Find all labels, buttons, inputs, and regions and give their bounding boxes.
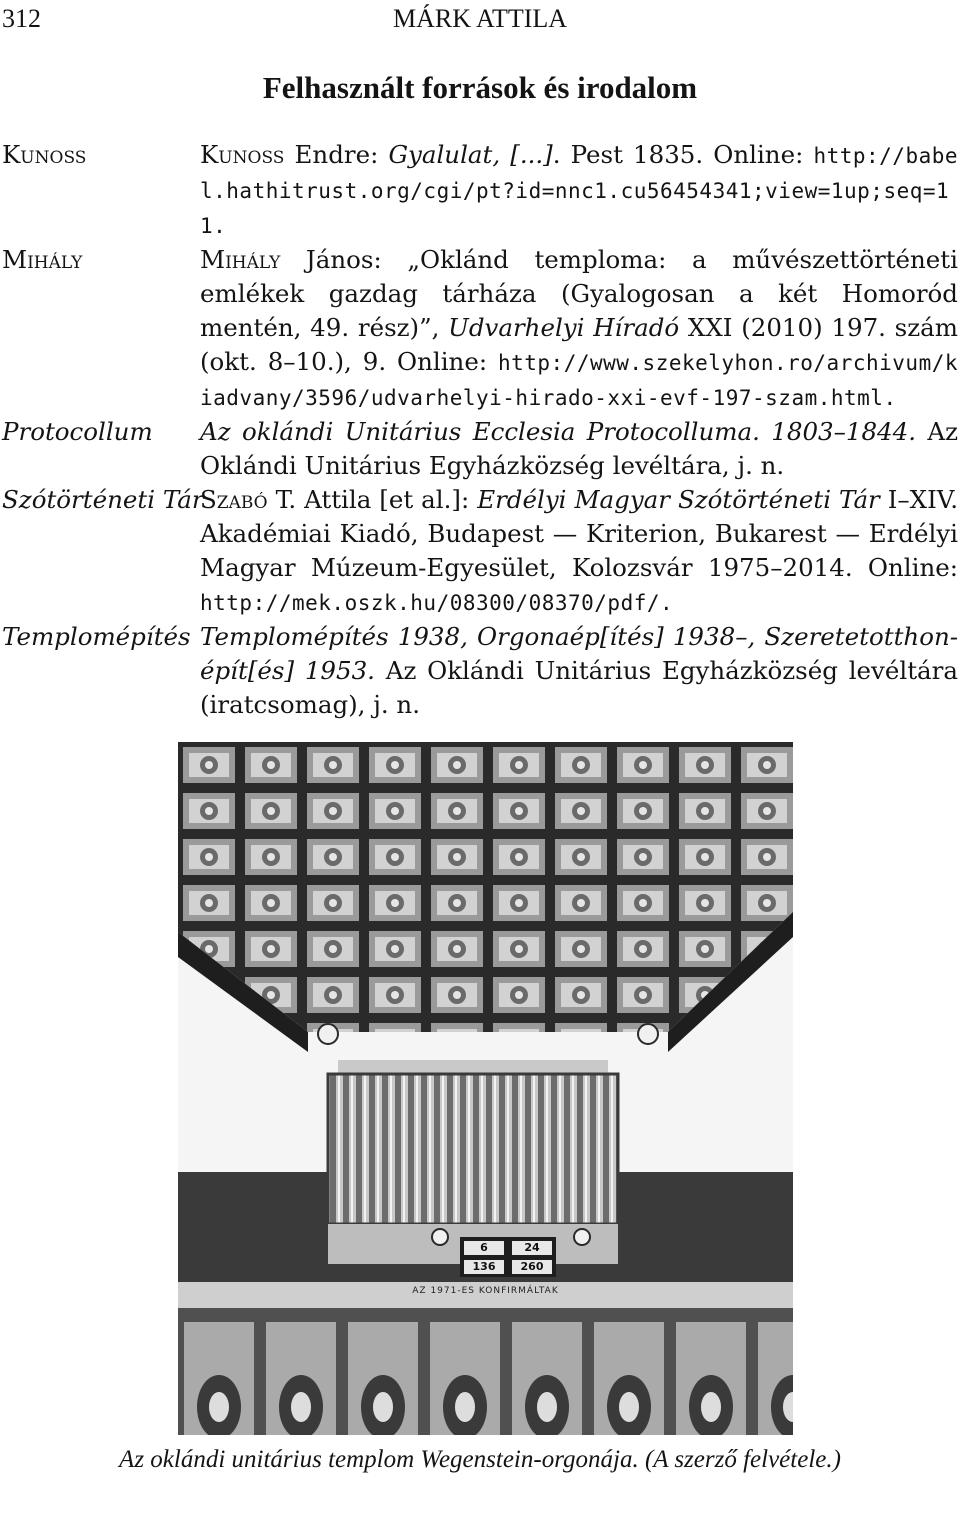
author-name: Kunoss: [200, 140, 285, 169]
reference-body: [200, 483, 958, 620]
author-name: Mihály: [200, 245, 281, 274]
reference-key: Templomépítés: [2, 622, 191, 651]
reference-text: Az Oklándi Unitárius Egyházközség levéltára, j. n.: [200, 417, 959, 480]
reference-key: Kunoss: [2, 140, 87, 169]
reference-text: Az Oklándi Unitárius Egyházközség levéltára (iratcsomag), j. n.: [200, 656, 958, 719]
running-head: MÁRK ATTILA: [392, 4, 568, 33]
author-name: Szabó: [200, 485, 268, 514]
reference-key: Szótörténeti Tár: [2, 485, 204, 514]
work-title: Az oklándi Unitárius Ecclesia Protocolluma. 1803–1844.: [200, 417, 917, 446]
organ-number-label: 260: [520, 1260, 544, 1273]
page-number: 312: [2, 4, 41, 33]
reference-mihaly: [0, 243, 960, 415]
reference-kunoss: [0, 138, 960, 243]
reference-body: [200, 620, 958, 722]
reference-url[interactable]: http://babel.hathitrust.org/cgi/pt?id=nnc1.cu56454341;view=1up;seq=11.: [200, 144, 959, 238]
reference-list: [0, 138, 960, 722]
organ-number-label: 136: [472, 1260, 496, 1273]
organ-photograph: [178, 742, 793, 1435]
reference-text: Endre:: [284, 140, 389, 169]
reference-protocollum: [0, 415, 960, 483]
reference-url[interactable]: http://mek.oszk.hu/08300/08370/pdf/.: [200, 591, 674, 615]
reference-body: [200, 138, 958, 243]
reference-body: [200, 243, 958, 415]
reference-text: XXI (2010) 197. szám (okt. 8–10.), 9. Online:: [200, 313, 959, 376]
work-title: Templomépítés 1938, Orgonaép[ítés] 1938–, Szeretetotthon-épít[és] 1953.: [200, 622, 958, 685]
work-title: Erdélyi Magyar Szótörténeti Tár: [477, 485, 880, 514]
work-title: Gyalulat, [...]: [388, 140, 553, 169]
reference-szotorteneti-tar: [0, 483, 960, 620]
journal-title: Udvarhelyi Híradó: [448, 313, 680, 342]
reference-text: T. Attila [et al.]:: [267, 485, 478, 514]
page-header: [0, 0, 960, 40]
organ-number-label: 6: [480, 1241, 488, 1254]
reference-key: Mihály: [2, 245, 83, 274]
organ-number-label: 24: [524, 1241, 540, 1254]
reference-body: [200, 415, 958, 483]
organ-photo-illustration: [178, 742, 793, 1435]
reference-text: János: „Oklánd temploma: a művészettörténeti emlékek gazdag tárháza (Gyalogosan a két Homoród mentén, 49. rész)”,: [200, 245, 958, 342]
reference-url[interactable]: http://www.szekelyhon.ro/archivum/kiadvany/3596/udvarhelyi-hirado-xxi-evf-197-szam.html.: [200, 351, 958, 410]
section-title: Felhasznált források és irodalom: [262, 70, 698, 105]
reference-key: Protocollum: [2, 417, 153, 446]
reference-text: I–XIV. Akadémiai Kiadó, Budapest — Kriterion, Bukarest — Erdélyi Magyar Múzeum-Egyesület, Kolozsvár 1975–2014. Online:: [200, 485, 958, 582]
reference-templomepites: [0, 620, 960, 722]
gallery-inscription: AZ 1971-ES KONFIRMÁLTAK: [412, 1286, 559, 1296]
figure-caption: Az oklándi unitárius templom Wegenstein-orgonája. (A szerző felvétele.): [119, 1446, 841, 1473]
reference-text: . Pest 1835. Online:: [552, 140, 814, 169]
